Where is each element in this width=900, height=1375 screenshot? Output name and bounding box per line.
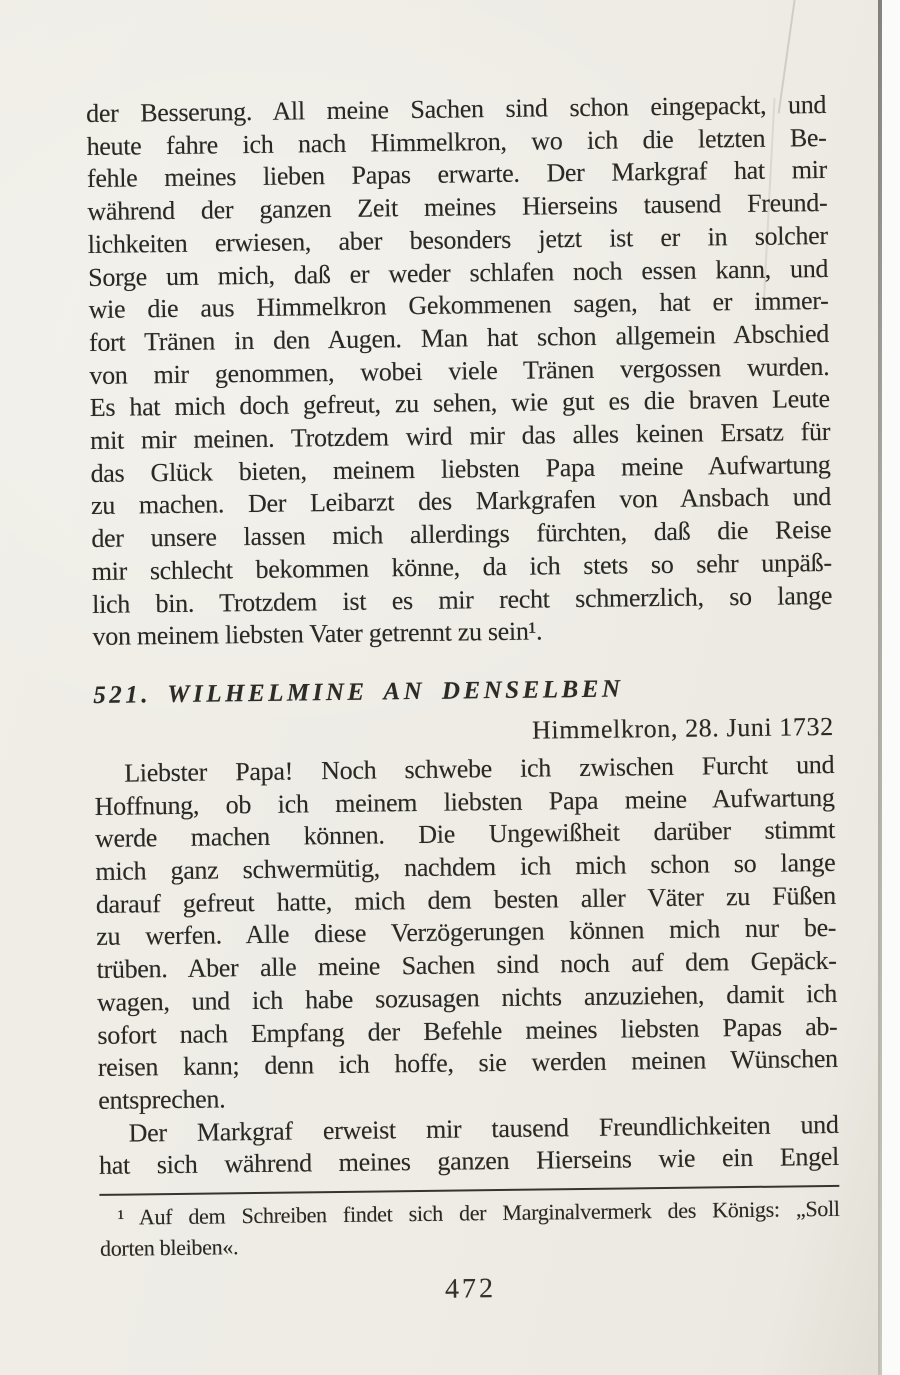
paragraph-continuation bbox=[86, 89, 833, 654]
text-line: wie die aus Himmelkron Gekommenen sagen, hat er immer- bbox=[88, 286, 829, 325]
text-line: sofort nach Empfang der Befehle meines liebsten Papas ab- bbox=[97, 1011, 838, 1050]
text-line: mit mir meinen. Trotzdem wird mir das alles keinen Ersatz für bbox=[90, 416, 831, 456]
text-line: wagen, und ich habe sozusagen nichts anzuziehen, damit ich bbox=[96, 978, 838, 1017]
letter-dateline: Himmelkron, 28. Juni 1732 bbox=[531, 711, 834, 745]
footnote bbox=[99, 1193, 840, 1264]
text-line: Hoffnung, ob ich meinem liebsten Papa meine Aufwartung bbox=[94, 782, 835, 821]
text-line: hat sich während meines ganzen Hierseins wie ein Engel bbox=[98, 1142, 840, 1181]
text-line: lich bin. Trotzdem ist es mir recht schmerzlich, so lange bbox=[92, 580, 833, 619]
letter-paragraph-1 bbox=[94, 749, 838, 1118]
text-line: fort Tränen in den Augen. Man hat schon allgemein Abschied bbox=[88, 318, 830, 357]
text-line: zu werfen. Alle diese Verzögerungen können mich nur be- bbox=[96, 913, 837, 952]
text-line: reisen kann; denn ich hoffe, sie werden meinen Wünschen bbox=[97, 1044, 838, 1083]
text-line: Liebster Papa! Noch schwebe ich zwischen Furcht und bbox=[124, 749, 835, 788]
text-line: fehle meines lieben Papas erwarte. Der Markgraf hat mir bbox=[86, 155, 828, 194]
letter-paragraph-2 bbox=[98, 1109, 839, 1183]
text-line: während der ganzen Zeit meines Hierseins tausend Freund- bbox=[87, 188, 828, 227]
text-line: Es hat mich doch gefreut, zu sehen, wie gut es die braven Leute bbox=[89, 384, 830, 423]
text-line: der Besserung. All meine Sachen sind schon eingepackt, und bbox=[86, 89, 827, 128]
text-line: lichkeiten erwiesen, aber besonders jetzt ist er in solcher bbox=[87, 220, 828, 259]
text-line: das Glück bieten, meinem liebsten Papa meine Aufwartung bbox=[90, 449, 831, 488]
text-line: ¹ Auf dem Schreiben findet sich der Marginalvermerk des Königs: „Soll bbox=[117, 1195, 840, 1230]
text-line: entsprechen. bbox=[98, 1084, 226, 1115]
text-block bbox=[86, 89, 841, 1310]
text-line: von meinem liebsten Vater getrennt zu sein¹. bbox=[92, 616, 543, 652]
text-line: trüben. Aber alle meine Sachen sind noch auf dem Gepäck- bbox=[96, 946, 837, 985]
page-edge-shadow bbox=[878, 0, 882, 1375]
page-number: 472 bbox=[444, 1273, 497, 1305]
text-line: mich ganz schwermütig, nachdem ich mich schon so lange bbox=[95, 847, 836, 887]
letter-heading: 521. WILHELMINE AN DENSELBEN bbox=[93, 675, 624, 709]
text-line: der unsere lassen mich allerdings fürchten, daß die Reise bbox=[91, 515, 832, 554]
text-line: Sorge um mich, daß er weder schlafen noch essen kann, und bbox=[88, 253, 829, 292]
text-line: mir schlecht bekommen könne, da ich stets so sehr unpäß- bbox=[91, 547, 832, 586]
text-line: darauf gefreut hatte, mich dem besten aller Väter zu Füßen bbox=[95, 880, 836, 919]
text-line: zu machen. Der Leibarzt des Markgrafen von Ansbach und bbox=[90, 482, 832, 521]
text-line: dorten bleiben«. bbox=[99, 1234, 239, 1262]
text-line: heute fahre ich nach Himmelkron, wo ich die letzten Be- bbox=[86, 122, 827, 161]
text-line: werde machen können. Die Ungewißheit darüber stimmt bbox=[94, 815, 836, 854]
text-line: von mir genommen, wobei viele Tränen vergossen wurden. bbox=[89, 351, 830, 390]
text-line: Der Markgraf erweist mir tausend Freundlichkeiten und bbox=[128, 1109, 839, 1148]
